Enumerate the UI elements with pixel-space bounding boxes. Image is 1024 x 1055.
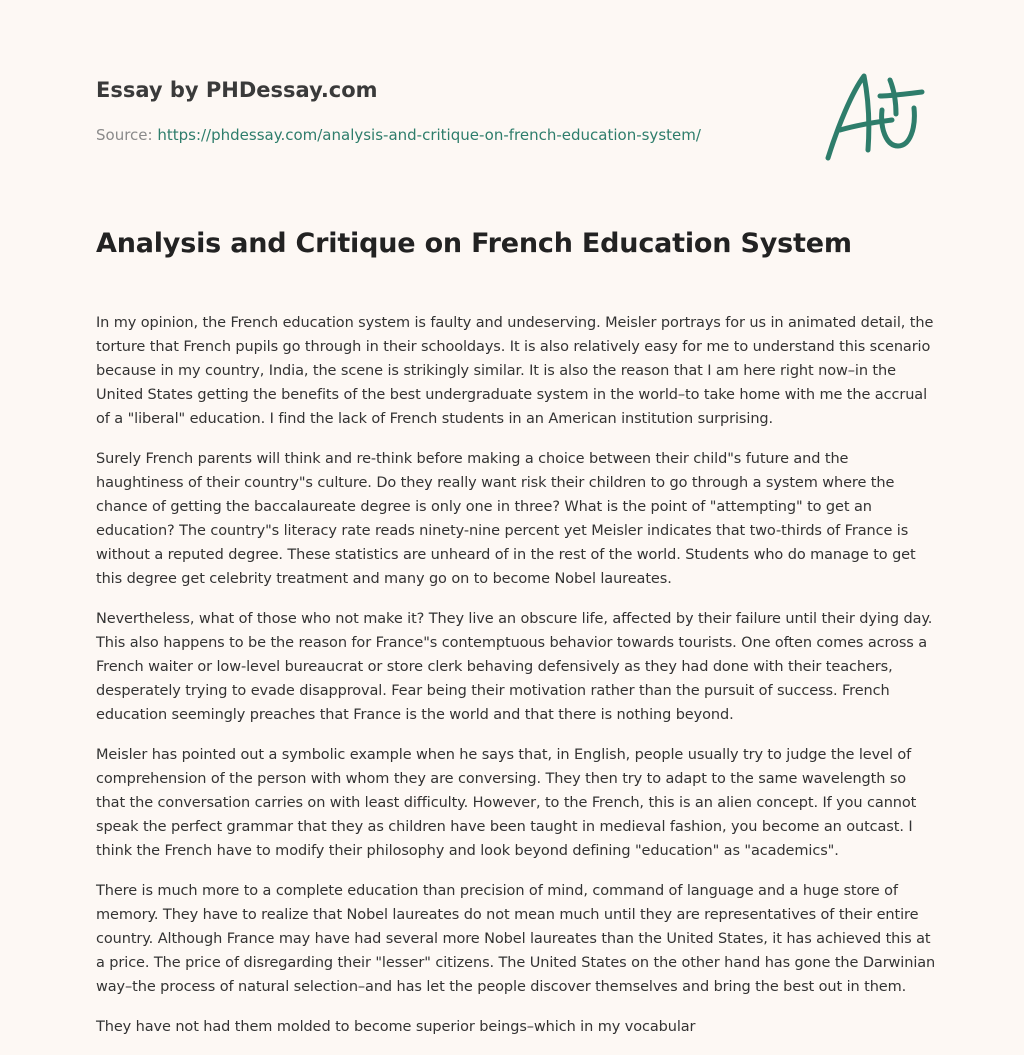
source-line	[96, 125, 796, 145]
essay-title: Analysis and Critique on French Education System	[96, 228, 852, 259]
essay-paragraph: There is much more to a complete education than precision of mind, command of language and a huge store of memory. They have to realize that Nobel laureates do not mean much until they are representatives of their entire country. Although France may have had several more Nobel laureates than the United States, it has achieved this at a price. The price of disregarding their "lesser" citizens. The United States on the other hand has gone the Darwinian way–the process of natural selection–and has let the people discover themselves and bring the best out in them.	[96, 883, 936, 995]
essay-body	[96, 311, 936, 1055]
a-plus-logo-icon	[818, 66, 930, 166]
page-header	[96, 76, 796, 145]
source-label: Source:	[96, 126, 158, 144]
essay-paragraph: They have not had them molded to become superior beings–which in my vocabular	[96, 1019, 696, 1035]
essay-paragraph: Surely French parents will think and re-think before making a choice between their child"s future and the haughtiness of their country"s culture. Do they really want risk their children to go through a system where the chance of getting the baccalaureate degree is only one in three? What is the point of "attempting" to get an education? The country"s literacy rate reads ninety-nine percent yet Meisler indicates that two-thirds of France is without a reputed degree. These statistics are unheard of in the rest of the world. Students who do manage to get this degree get celebrity treatment and many go on to become Nobel laureates.	[96, 451, 916, 587]
essay-paragraph: Nevertheless, what of those who not make it? They live an obscure life, affected by their failure until their dying day. This also happens to be the reason for France"s contemptuous behavior towards tourists. One often comes across a French waiter or low-level bureaucrat or store clerk behaving defensively as they had done with their teachers, desperately trying to evade disapproval. Fear being their motivation rather than the pursuit of success. French education seemingly preaches that France is the world and that there is nothing beyond.	[96, 611, 933, 723]
essay-paragraph: In my opinion, the French education system is faulty and undeserving. Meisler portrays for us in animated detail, the torture that French pupils go through in their schooldays. It is also relatively easy for me to understand this scenario because in my country, India, the scene is strikingly similar. It is also the reason that I am here right now–in the United States getting the benefits of the best undergraduate system in the world–to take home with me the accrual of a "liberal" education. I find the lack of French students in an American institution surprising.	[96, 315, 934, 427]
source-link[interactable]: https://phdessay.com/analysis-and-critique-on-french-education-system/	[157, 126, 701, 144]
essay-paragraph: Meisler has pointed out a symbolic example when he says that, in English, people usually try to judge the level of comprehension of the person with whom they are conversing. They then try to adapt to the same wavelength so that the conversation carries on with least difficulty. However, to the French, this is an alien concept. If you cannot speak the perfect grammar that they as children have been taught in medieval fashion, you become an outcast. I think the French have to modify their philosophy and look beyond defining "education" as "academics".	[96, 747, 917, 859]
brand-title: Essay by PHDessay.com	[96, 78, 378, 102]
